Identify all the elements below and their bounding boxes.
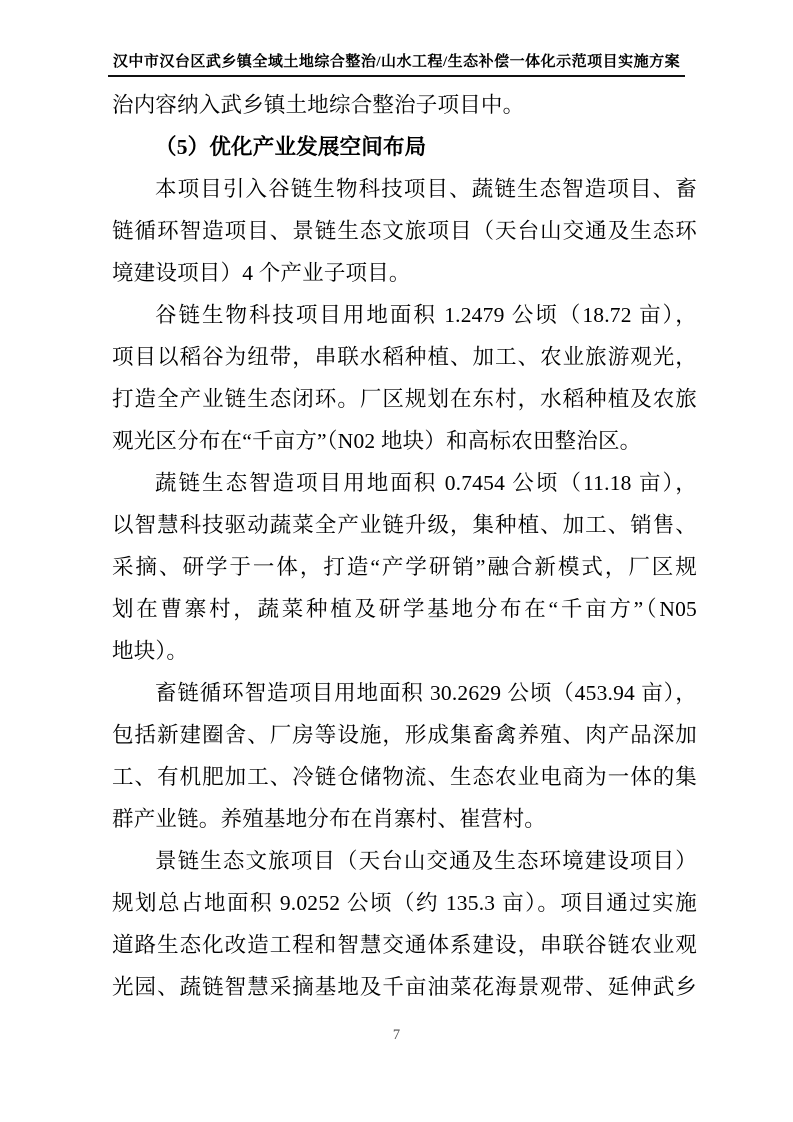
text-line: 包括新建圈舍、厂房等设施，形成集畜禽养殖、肉产品深加 bbox=[112, 723, 697, 747]
page-number: 7 bbox=[392, 1027, 401, 1043]
text-line: 规划总占地面积 9.0252 公顷（约 135.3 亩）。项目通过实施 bbox=[112, 891, 697, 915]
text-line: 地块）。 bbox=[112, 639, 189, 663]
text-line: 景链生态文旅项目（天台山交通及生态环境建设项目） bbox=[155, 849, 697, 873]
text-line: 道路生态化改造工程和智慧交通体系建设，串联谷链农业观 bbox=[112, 933, 697, 957]
header-title: 汉中市汉台区武乡镇全域土地综合整治/山水工程/生态补偿一体化示范项目实施方案 bbox=[108, 50, 685, 77]
text-line: 打造全产业链生态闭环。厂区规划在东村，水稻种植及农旅 bbox=[112, 387, 697, 411]
text-line: 群产业链。养殖基地分布在肖寨村、崔营村。 bbox=[112, 807, 547, 831]
page-footer bbox=[0, 1026, 793, 1044]
text-line: 划在曹寨村，蔬菜种植及研学基地分布在“千亩方”（N05 bbox=[112, 597, 697, 621]
text-line: 光园、蔬链智慧采摘基地及千亩油菜花海景观带、延伸武乡 bbox=[112, 975, 697, 999]
text-line: 蔬链生态智造项目用地面积 0.7454 公顷（11.18 亩）， bbox=[155, 471, 697, 495]
text-line: 项目以稻谷为纽带，串联水稻种植、加工、农业旅游观光， bbox=[112, 345, 697, 369]
document-body bbox=[112, 84, 697, 1008]
text-line: 以智慧科技驱动蔬菜全产业链升级，集种植、加工、销售、 bbox=[112, 513, 697, 537]
text-line: 观光区分布在“千亩方”（N02 地块）和高标农田整治区。 bbox=[112, 429, 642, 453]
text-line: 链循环智造项目、景链生态文旅项目（天台山交通及生态环 bbox=[112, 219, 697, 243]
text-line: 本项目引入谷链生物科技项目、蔬链生态智造项目、畜 bbox=[155, 177, 697, 201]
text-line: 谷链生物科技项目用地面积 1.2479 公顷（18.72 亩）， bbox=[155, 303, 697, 327]
text-line: 采摘、研学于一体，打造“产学研销”融合新模式，厂区规 bbox=[112, 555, 697, 579]
text-line: 畜链循环智造项目用地面积 30.2629 公顷（453.94 亩）， bbox=[155, 681, 697, 705]
text-line: 境建设项目）4 个产业子项目。 bbox=[112, 261, 411, 285]
text-line: （5）优化产业发展空间布局 bbox=[155, 135, 427, 159]
text-line: 工、有机肥加工、冷链仓储物流、生态农业电商为一体的集 bbox=[112, 765, 697, 789]
text-line: 治内容纳入武乡镇土地综合整治子项目中。 bbox=[112, 93, 525, 117]
page-header bbox=[0, 50, 793, 77]
